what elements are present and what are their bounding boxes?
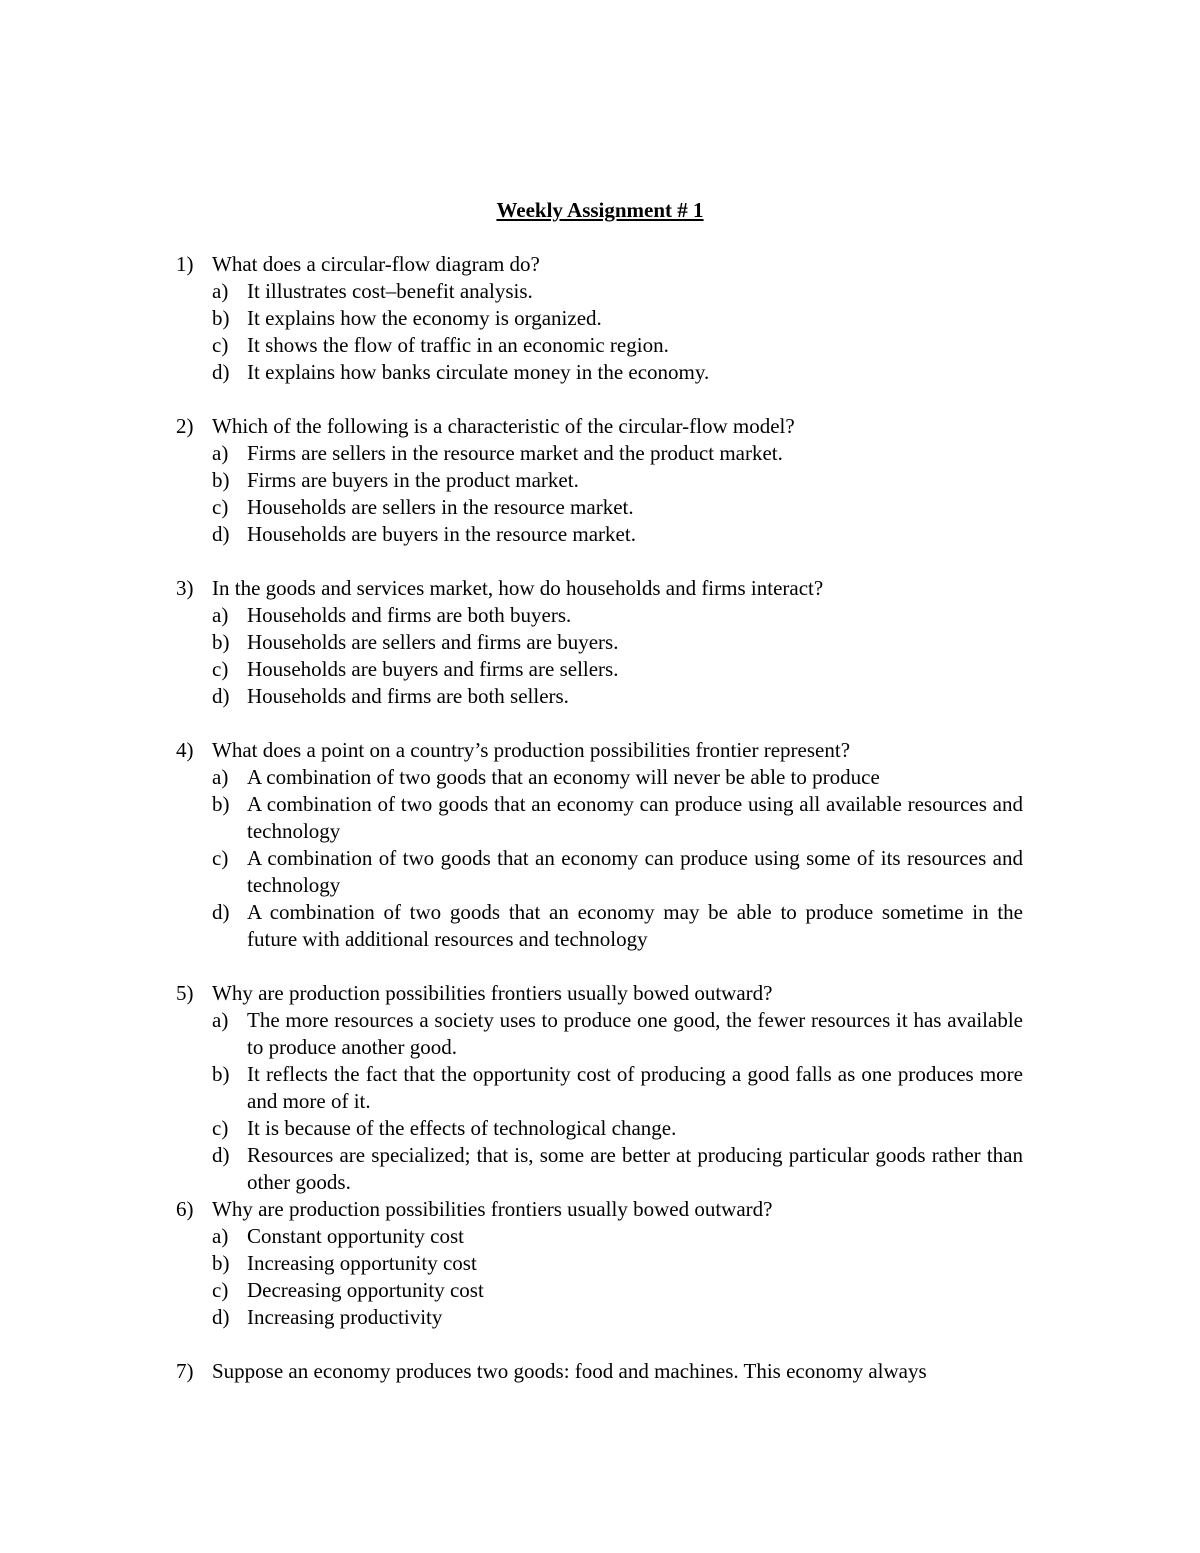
question-number: 4) xyxy=(176,738,194,762)
option-c xyxy=(212,332,1023,359)
option-b xyxy=(212,1250,1023,1277)
option-letter: b) xyxy=(212,792,230,816)
option-letter: d) xyxy=(212,1305,230,1329)
option-list xyxy=(212,1007,1023,1196)
question-list xyxy=(176,251,1023,1385)
question-text: What does a circular-flow diagram do? xyxy=(212,252,540,276)
question-3 xyxy=(176,575,1023,710)
option-text: Decreasing opportunity cost xyxy=(247,1278,484,1302)
question-line xyxy=(176,1196,1023,1223)
option-list xyxy=(212,764,1023,953)
option-d xyxy=(212,521,1023,548)
question-text: Why are production possibilities frontiers usually bowed outward? xyxy=(212,1197,773,1221)
option-text: Increasing opportunity cost xyxy=(247,1251,477,1275)
option-letter: a) xyxy=(212,1008,229,1032)
option-letter: b) xyxy=(212,306,230,330)
option-letter: d) xyxy=(212,522,230,546)
question-text: Which of the following is a characteristic of the circular-flow model? xyxy=(212,414,795,438)
question-line xyxy=(176,575,1023,602)
question-number: 1) xyxy=(176,252,194,276)
option-text: Firms are sellers in the resource market and the product market. xyxy=(247,441,783,465)
option-letter: c) xyxy=(212,333,229,357)
option-text: Households are sellers and firms are buyers. xyxy=(247,630,619,654)
question-5 xyxy=(176,980,1023,1196)
option-letter: c) xyxy=(212,1278,229,1302)
option-b xyxy=(212,467,1023,494)
option-text: Households are sellers in the resource market. xyxy=(247,495,634,519)
option-text: The more resources a society uses to produce one good, the fewer resources it has available to produce another good. xyxy=(247,1008,1023,1059)
question-text: In the goods and services market, how do households and firms interact? xyxy=(212,576,824,600)
option-text: It is because of the effects of technological change. xyxy=(247,1116,677,1140)
page-title: Weekly Assignment # 1 xyxy=(496,198,704,222)
option-a xyxy=(212,278,1023,305)
option-a xyxy=(212,764,1023,791)
option-a xyxy=(212,1007,1023,1061)
question-number: 7) xyxy=(176,1359,194,1383)
question-number: 2) xyxy=(176,414,194,438)
option-text: Increasing productivity xyxy=(247,1305,443,1329)
option-d xyxy=(212,359,1023,386)
option-letter: a) xyxy=(212,765,229,789)
option-text: Firms are buyers in the product market. xyxy=(247,468,579,492)
option-letter: c) xyxy=(212,495,229,519)
question-text: Why are production possibilities frontiers usually bowed outward? xyxy=(212,981,773,1005)
question-line xyxy=(176,251,1023,278)
option-letter: a) xyxy=(212,603,229,627)
option-list xyxy=(212,1223,1023,1331)
question-text: What does a point on a country’s production possibilities frontier represent? xyxy=(212,738,851,762)
option-text: A combination of two goods that an economy can produce using all available resources and technology xyxy=(247,792,1023,843)
option-letter: b) xyxy=(212,1251,230,1275)
option-text: Households are buyers and firms are sellers. xyxy=(247,657,619,681)
option-text: It explains how banks circulate money in the economy. xyxy=(247,360,710,384)
option-c xyxy=(212,656,1023,683)
option-d xyxy=(212,899,1023,953)
question-line xyxy=(176,1358,1023,1385)
option-text: It illustrates cost–benefit analysis. xyxy=(247,279,533,303)
option-a xyxy=(212,440,1023,467)
option-letter: b) xyxy=(212,630,230,654)
option-text: A combination of two goods that an economy may be able to produce sometime in the future with additional resources and technology xyxy=(247,900,1023,951)
option-letter: d) xyxy=(212,1143,230,1167)
question-6 xyxy=(176,1196,1023,1331)
option-letter: a) xyxy=(212,279,229,303)
option-list xyxy=(212,278,1023,386)
question-line xyxy=(176,413,1023,440)
question-number: 6) xyxy=(176,1197,194,1221)
option-letter: d) xyxy=(212,360,230,384)
option-b xyxy=(212,305,1023,332)
question-line xyxy=(176,980,1023,1007)
question-number: 3) xyxy=(176,576,194,600)
option-b xyxy=(212,1061,1023,1115)
option-text: Households and firms are both sellers. xyxy=(247,684,569,708)
option-c xyxy=(212,845,1023,899)
option-d xyxy=(212,683,1023,710)
option-letter: c) xyxy=(212,657,229,681)
option-letter: b) xyxy=(212,468,230,492)
option-b xyxy=(212,791,1023,845)
option-b xyxy=(212,629,1023,656)
option-letter: b) xyxy=(212,1062,230,1086)
option-text: Households are buyers in the resource market. xyxy=(247,522,636,546)
option-a xyxy=(212,602,1023,629)
question-line xyxy=(176,737,1023,764)
option-d xyxy=(212,1142,1023,1196)
question-4 xyxy=(176,737,1023,953)
option-letter: a) xyxy=(212,1224,229,1248)
question-2 xyxy=(176,413,1023,548)
option-text: A combination of two goods that an economy will never be able to produce xyxy=(247,765,880,789)
option-letter: c) xyxy=(212,1116,229,1140)
option-letter: d) xyxy=(212,684,230,708)
option-text: It shows the flow of traffic in an economic region. xyxy=(247,333,669,357)
option-letter: a) xyxy=(212,441,229,465)
question-number: 5) xyxy=(176,981,194,1005)
option-text: A combination of two goods that an economy can produce using some of its resources and technology xyxy=(247,846,1023,897)
option-text: Households and firms are both buyers. xyxy=(247,603,572,627)
question-text: Suppose an economy produces two goods: food and machines. This economy always xyxy=(212,1359,927,1383)
option-text: Resources are specialized; that is, some are better at producing particular goods rather than other goods. xyxy=(247,1143,1023,1194)
option-list xyxy=(212,440,1023,548)
option-c xyxy=(212,1115,1023,1142)
option-letter: c) xyxy=(212,846,229,870)
option-a xyxy=(212,1223,1023,1250)
option-text: It reflects the fact that the opportunity cost of producing a good falls as one produces more and more of it. xyxy=(247,1062,1023,1113)
option-text: Constant opportunity cost xyxy=(247,1224,464,1248)
question-1 xyxy=(176,251,1023,386)
option-c xyxy=(212,494,1023,521)
option-d xyxy=(212,1304,1023,1331)
option-c xyxy=(212,1277,1023,1304)
option-letter: d) xyxy=(212,900,230,924)
question-7 xyxy=(176,1358,1023,1385)
option-list xyxy=(212,602,1023,710)
option-text: It explains how the economy is organized. xyxy=(247,306,602,330)
